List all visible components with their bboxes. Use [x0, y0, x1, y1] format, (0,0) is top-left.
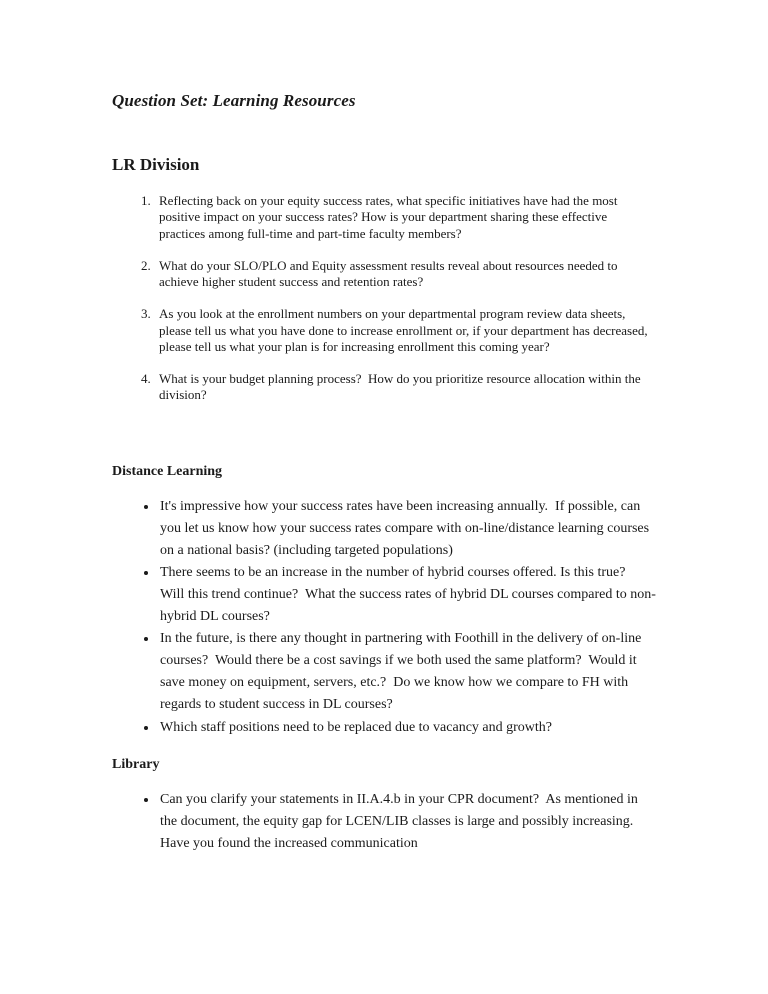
list-item: • Can you clarify your statements in II.A.4.b in your CPR document? As mentioned in the document, the equity gap for LCEN/LIB classes is large and possibly increasing. Have you found the increased communication [158, 789, 656, 855]
section-heading-library: Library [112, 756, 160, 772]
list-item: 3. As you look at the enrollment numbers on your departmental program review data sheets, please tell us what you have done to increase enrollment or, if your department has decreased, please tell us what your plan is for increasing enrollment this coming year? [154, 306, 656, 355]
section-distance-learning [112, 464, 656, 739]
list-item: • In the future, is there any thought in partnering with Foothill in the delivery of on-line courses? Would there be a cost savings if we both used the same platform? Would it save money on equipment, servers, etc.? Do we know how we compare to FH with regards to student success in DL courses? [158, 628, 656, 716]
section-heading-lr-division: LR Division [112, 155, 200, 174]
section-lr-division [112, 155, 656, 404]
list-item: • Which staff positions need to be replaced due to vacancy and growth? [158, 717, 656, 739]
list-item: 1. Reflecting back on your equity success rates, what specific initiatives have had the most positive impact on your success rates? How is your department sharing these effective practices among full-time and part-time faculty members? [154, 193, 656, 242]
distance-learning-question-list [112, 496, 656, 739]
list-item: 4. What is your budget planning process? How do you prioritize resource allocation within the division? [154, 371, 656, 404]
list-item: 2. What do your SLO/PLO and Equity assessment results reveal about resources needed to achieve higher student success and retention rates? [154, 258, 656, 291]
document-title: Question Set: Learning Resources [112, 91, 356, 110]
section-library [112, 757, 656, 855]
library-question-list [112, 789, 656, 855]
section-heading-distance-learning: Distance Learning [112, 463, 223, 479]
list-item: • It's impressive how your success rates have been increasing annually. If possible, can you let us know how your success rates compare with on-line/distance learning courses on a national basis? (including targeted populations) [158, 496, 656, 562]
lr-division-question-list [112, 193, 656, 404]
list-item: • There seems to be an increase in the number of hybrid courses offered. Is this true? Will this trend continue? What the success rates of hybrid DL courses compared to non-hybrid DL courses? [158, 562, 656, 628]
